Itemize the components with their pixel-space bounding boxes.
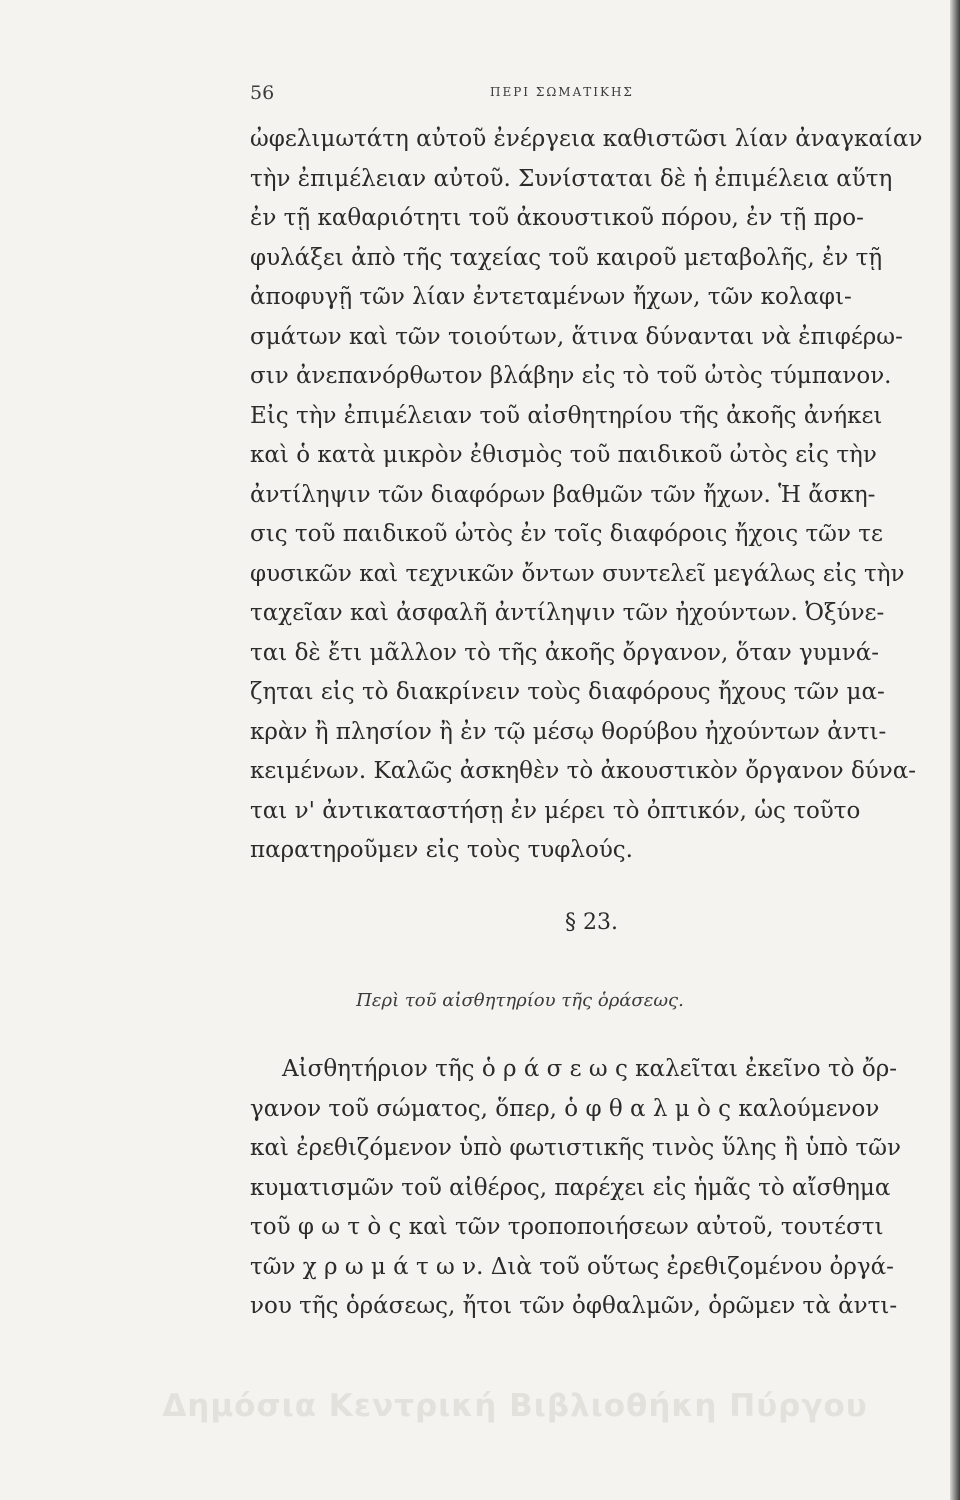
text-line: ἀντίληψιν τῶν διαφόρων βαθμῶν τῶν ἤχων. Ἡ ἄσκη- xyxy=(250,481,876,508)
page-number: 56 xyxy=(250,82,275,104)
text-line: Εἰς τὴν ἐπιμέλειαν τοῦ αἰσθητηρίου τῆς ἀκοῆς ἀνήκει xyxy=(250,402,883,429)
text-line: φυλάξει ἀπὸ τῆς ταχείας τοῦ καιροῦ μεταβολῆς, ἐν τῇ xyxy=(250,244,883,271)
text-line: κρὰν ἢ πλησίον ἢ ἐν τῷ μέσῳ θορύβου ἠχούντων ἀντι- xyxy=(250,718,887,745)
text-line: ταχεῖαν καὶ ἀσφαλῆ ἀντίληψιν τῶν ἠχούντων. Ὀξύνε- xyxy=(250,600,885,626)
text-line: τὴν ἐπιμέλειαν αὐτοῦ. Συνίσταται δὲ ἡ ἐπιμέλεια αὕτη xyxy=(250,165,893,192)
text-line: καὶ ὁ κατὰ μικρὸν ἐθισμὸς τοῦ παιδικοῦ ὠτὸς εἰς τὴν xyxy=(250,442,877,468)
text-line: ὠφελιμωτάτη αὐτοῦ ἐνέργεια καθιστῶσι λίαν ἀναγκαίαν xyxy=(250,126,923,152)
text-line: ἐν τῇ καθαριότητι τοῦ ἀκουστικοῦ πόρου, ἐν τῇ προ- xyxy=(250,205,864,231)
text-line: σις τοῦ παιδικοῦ ὠτὸς ἐν τοῖς διαφόροις ἤχοις τῶν τε xyxy=(250,521,883,547)
text-line: τῶν χ ρ ω μ ά τ ω ν. Διὰ τοῦ οὕτως ἐρεθιζομένου ὀργά- xyxy=(250,1253,894,1280)
text-line: φυσικῶν καὶ τεχνικῶν ὄντων συντελεῖ μεγάλως εἰς τὴν xyxy=(250,560,905,587)
text-line: νου τῆς ὁράσεως, ἤτοι τῶν ὀφθαλμῶν, ὁρῶμεν τὰ ἀντι- xyxy=(250,1293,898,1319)
section-number: § 23. xyxy=(565,910,618,935)
text-line: Αἰσθητήριον τῆς ὁ ρ ά σ ε ω ς καλεῖται ἐκεῖνο τὸ ὄρ- xyxy=(282,1056,897,1082)
text-line: σμάτων καὶ τῶν τοιούτων, ἅτινα δύνανται νὰ ἐπιφέρω- xyxy=(250,323,903,350)
paragraph-2 xyxy=(250,1050,940,1327)
text-line: κυματισμῶν τοῦ αἰθέρος, παρέχει εἰς ἡμᾶς τὸ αἴσθημα xyxy=(250,1174,891,1201)
section-title: Περὶ τοῦ αἰσθητηρίου τῆς ὁράσεως. xyxy=(356,990,684,1011)
text-line: κειμένων. Καλῶς ἀσκηθὲν τὸ ἀκουστικὸν ὄργανον δύνα- xyxy=(250,758,917,784)
library-watermark: Δημόσια Κεντρική Βιβλιοθήκη Πύργου xyxy=(162,1388,868,1424)
text-line: τοῦ φ ω τ ὸ ς καὶ τῶν τροποποιήσεων αὐτοῦ, τουτέστι xyxy=(250,1214,884,1240)
text-line: σιν ἀνεπανόρθωτον βλάβην εἰς τὸ τοῦ ὠτὸς τύμπανον. xyxy=(250,363,892,389)
text-line: ται δὲ ἔτι μᾶλλον τὸ τῆς ἀκοῆς ὄργανον, ὅταν γυμνά- xyxy=(250,639,879,666)
text-line: ζηται εἰς τὸ διακρίνειν τοὺς διαφόρους ἤχους τῶν μα- xyxy=(250,679,885,705)
text-line: ται ν' ἀντικαταστήσῃ ἐν μέρει τὸ ὀπτικόν, ὡς τοῦτο xyxy=(250,797,861,824)
page-binding-edge xyxy=(950,0,960,1500)
text-line: καὶ ἐρεθιζόμενον ὑπὸ φωτιστικῆς τινὸς ὕλης ἢ ὑπὸ τῶν xyxy=(250,1135,901,1161)
text-line: γανον τοῦ σώματος, ὅπερ, ὁ φ θ α λ μ ὸ ς καλούμενον xyxy=(250,1095,880,1122)
text-line: παρατηροῦμεν εἰς τοὺς τυφλούς. xyxy=(250,837,633,863)
paragraph-1 xyxy=(250,120,940,871)
page-header xyxy=(250,82,940,112)
text-line: ἀποφυγῇ τῶν λίαν ἐντεταμένων ἤχων, τῶν κολαφι- xyxy=(250,284,852,310)
running-head: ΠΕΡΙ ΣΩΜΑΤΙΚΗΣ xyxy=(490,85,634,99)
